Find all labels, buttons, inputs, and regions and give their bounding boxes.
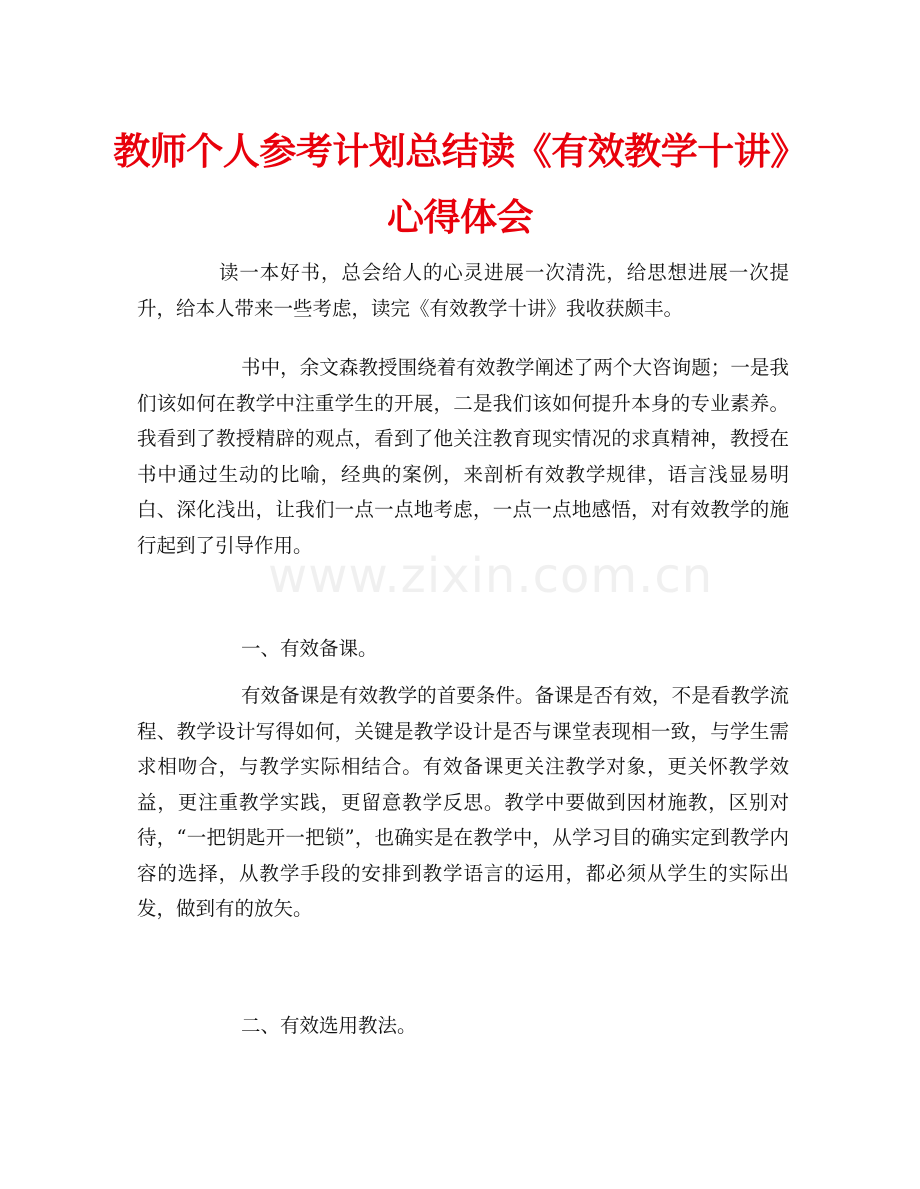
document-title-line-2: 心得体会: [387, 196, 533, 239]
section-heading-1: 一、有效备课。: [241, 637, 378, 660]
document-title-line-1: 教师个人参考计划总结读《有效教学十讲》: [113, 130, 807, 173]
paragraph-book-summary: 书中，余文森教授围绕着有效教学阐述了两个大咨询题；一是我们该如何在教学中注重学生的开展，二是我们该如何提升本身的专业素养。我看到了教授精辟的观点，看到了他关注教育现实情况的求真精神，教授在书中通过生动的比喻，经典的案例，来剖析有效教学规律，语言浅显易明白、深化浅出，让我们一点一点地考虑，一点一点地感悟，对有效教学的施行起到了引导作用。: [137, 356, 789, 557]
paragraph-intro: 读一本好书，总会给人的心灵进展一次清洗，给思想进展一次提升，给本人带来一些考虑，读完《有效教学十讲》我收获颇丰。: [137, 261, 789, 320]
watermark: www.zixin.com.cn: [268, 548, 714, 604]
section-heading-2: 二、有效选用教法。: [241, 1014, 417, 1037]
paragraph-effective-preparation: 有效备课是有效教学的首要条件。备课是否有效，不是看教学流程、教学设计写得如何，关键是教学设计是否与课堂表现相一致，与学生需求相吻合，与教学实际相结合。有效备课更关注教学对象，更关怀教学效益，更注重教学实践，更留意教学反思。教学中要做到因材施教，区别对待，“一把钥匙开一把锁”，也确实是在教学中，从学习目的确实定到教学内容的选择，从教学手段的安排到教学语言的运用，都必须从学生的实际出发，做到有的放矢。: [137, 684, 789, 920]
